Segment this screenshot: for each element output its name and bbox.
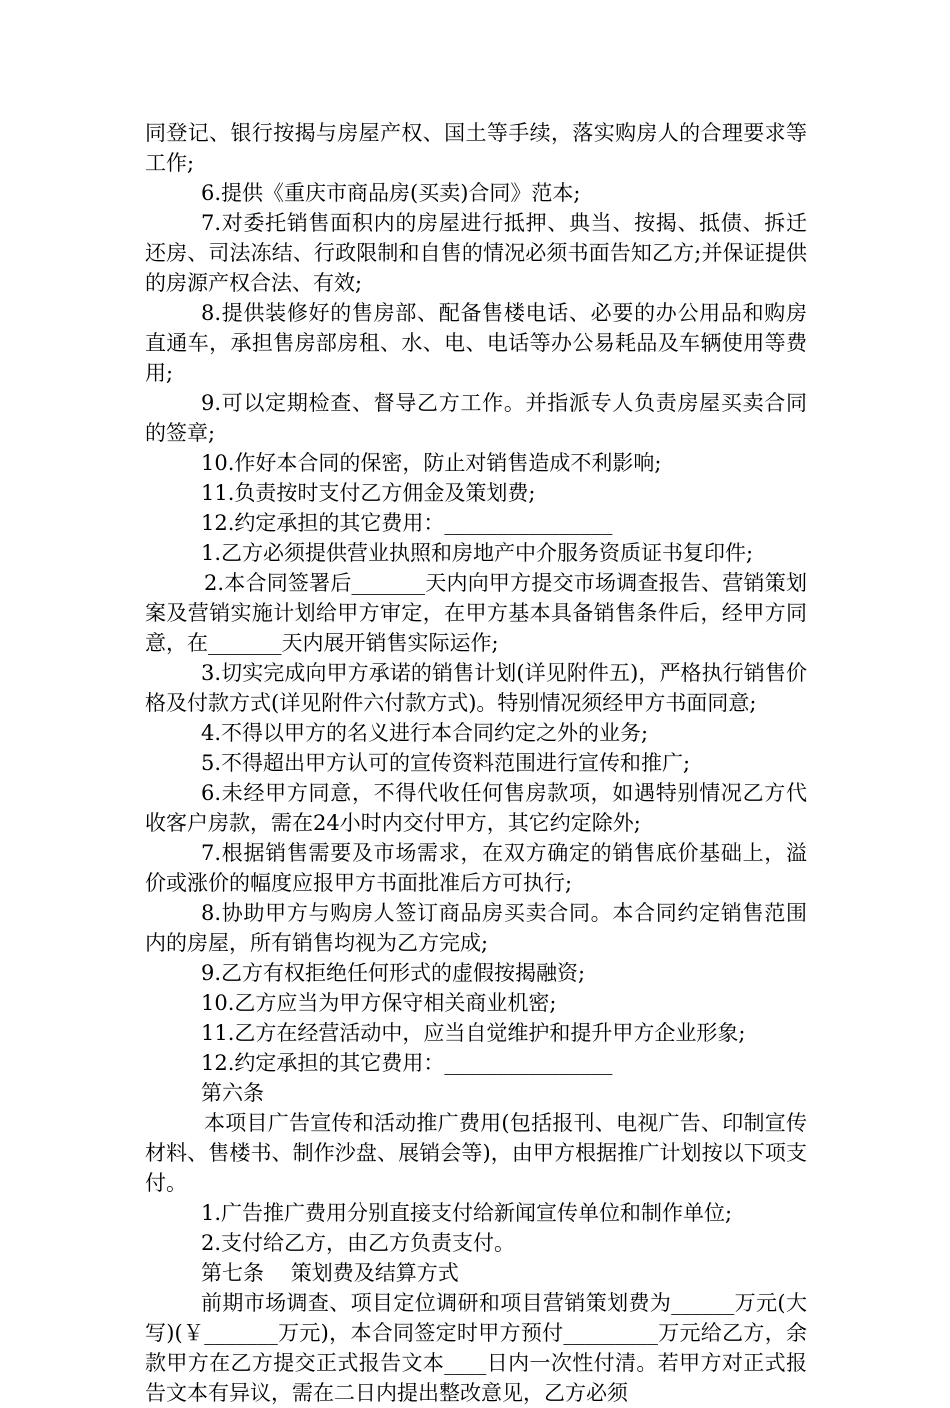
party-b-clause-5: 5.不得超出甲方认可的宣传资料范围进行宣传和推广; — [201, 751, 691, 775]
article-7-heading: 第七条 策划费及结算方式 — [201, 1261, 459, 1285]
paragraph-continuation: 同登记、银行按揭与房屋产权、国土等手续，落实购房人的合理要求等工作; — [145, 121, 807, 175]
party-b-clause-11: 11.乙方在经营活动中，应当自觉维护和提升甲方企业形象; — [201, 1021, 746, 1045]
party-b-clause-2: 2.本合同签署后_______天内向甲方提交市场调查报告、营销策划案及营销实施计划给甲方审定，在甲方基本具备销售条件后，经甲方同意，在_______天内展开销售实际运作; — [145, 571, 807, 655]
party-b-clause-4: 4.不得以甲方的名义进行本合同约定之外的业务; — [201, 721, 649, 745]
article-6-body: 本项目广告宣传和活动推广费用(包括报刊、电视广告、印制宣传材料、售楼书、制作沙盘、展销会等)，由甲方根据推广计划按以下项支付。 — [145, 1111, 807, 1195]
party-b-clause-9: 9.乙方有权拒绝任何形式的虚假按揭融资; — [201, 961, 586, 985]
article-7-body: 前期市场调查、项目定位调研和项目营销策划费为______万元(大写)(￥_______万元)，本合同签定时甲方预付_________万元给乙方，余款甲方在乙方提交正式报告文本____日内一次性付清。若甲方对正式报告文本有异议，需在二日内提出整改意见，乙方必须 — [145, 1291, 807, 1405]
clause-7-property-disclosure: 7.对委托销售面积内的房屋进行抵押、典当、按揭、抵债、拆迁还房、司法冻结、行政限制和自售的情况必须书面告知乙方;并保证提供的房源产权合法、有效; — [145, 211, 807, 295]
clause-12-other-fees: 12.约定承担的其它费用：________________ — [201, 511, 613, 535]
clause-8-sales-office: 8.提供装修好的售房部、配备售楼电话、必要的办公用品和购房直通车，承担售房部房租、水、电、电话等办公易耗品及车辆使用等费用; — [145, 301, 807, 385]
party-b-clause-1: 1.乙方必须提供营业执照和房地产中介服务资质证书复印件; — [201, 541, 754, 565]
clause-11-payment: 11.负责按时支付乙方佣金及策划费; — [201, 481, 536, 505]
clause-9-inspection: 9.可以定期检查、督导乙方工作。并指派专人负责房屋买卖合同的签章; — [145, 391, 807, 445]
party-b-clause-10: 10.乙方应当为甲方保守相关商业机密; — [201, 991, 557, 1015]
article-6-item-1: 1.广告推广费用分别直接支付给新闻宣传单位和制作单位; — [201, 1201, 733, 1225]
article-6-heading: 第六条 — [201, 1081, 264, 1105]
clause-10-confidentiality: 10.作好本合同的保密，防止对销售造成不利影响; — [201, 451, 662, 475]
party-b-clause-3: 3.切实完成向甲方承诺的销售计划(详见附件五)，严格执行销售价格及付款方式(详见附件六付款方式)。特别情况须经甲方书面同意; — [145, 661, 807, 715]
party-b-clause-8: 8.协助甲方与购房人签订商品房买卖合同。本合同约定销售范围内的房屋，所有销售均视为乙方完成; — [145, 901, 807, 955]
clause-6-contract-template: 6.提供《重庆市商品房(买卖)合同》范本; — [201, 181, 581, 205]
document-page — [145, 118, 807, 1408]
article-6-item-2: 2.支付给乙方，由乙方负责支付。 — [201, 1231, 516, 1255]
party-b-clause-7: 7.根据销售需要及市场需求，在双方确定的销售底价基础上，溢价或涨价的幅度应报甲方书面批准后方可执行; — [145, 841, 807, 895]
party-b-clause-6: 6.未经甲方同意，不得代收任何售房款项，如遇特别情况乙方代收客户房款，需在24小时内交付甲方，其它约定除外; — [145, 781, 807, 835]
party-b-clause-12: 12.约定承担的其它费用：________________ — [201, 1051, 613, 1075]
